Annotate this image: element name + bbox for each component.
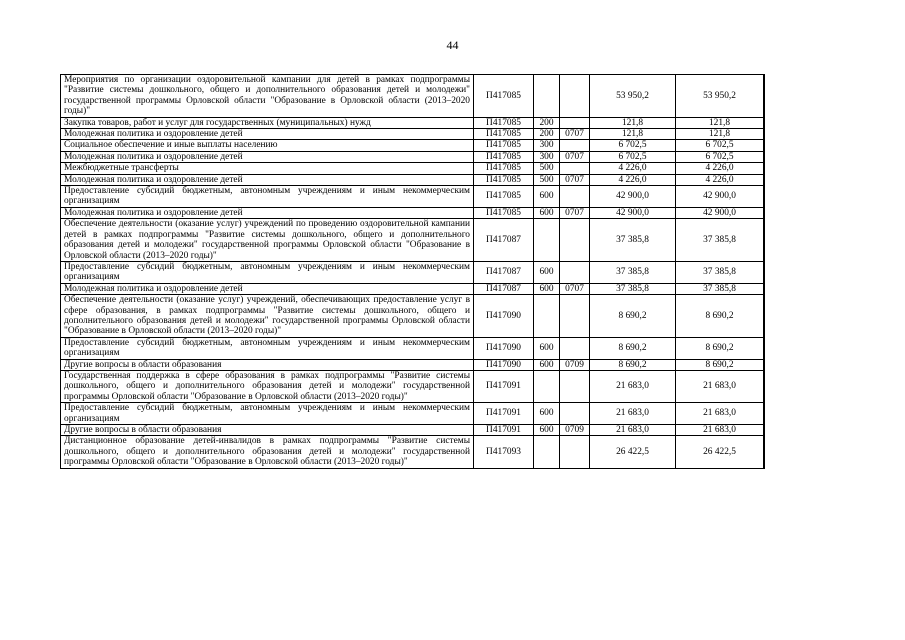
row-section-code <box>560 117 590 128</box>
row-section-code <box>560 295 590 338</box>
row-name: Молодежная политика и оздоровление детей <box>61 151 474 162</box>
row-empty-cell <box>764 151 765 162</box>
table-row <box>61 207 765 218</box>
row-target-code: П417090 <box>474 295 534 338</box>
row-amount-1: 8 690,2 <box>590 337 676 359</box>
row-target-code: П417085 <box>474 151 534 162</box>
row-target-code: П417085 <box>474 75 534 118</box>
row-amount-1: 37 385,8 <box>590 283 676 294</box>
row-section-code: 0707 <box>560 283 590 294</box>
row-section-code <box>560 261 590 283</box>
row-section-code <box>560 403 590 425</box>
row-empty-cell <box>764 359 765 370</box>
table-row <box>61 129 765 140</box>
row-empty-cell <box>764 163 765 174</box>
row-amount-2: 121,8 <box>676 129 764 140</box>
row-section-code <box>560 75 590 118</box>
row-target-code: П417091 <box>474 403 534 425</box>
row-name: Молодежная политика и оздоровление детей <box>61 283 474 294</box>
row-empty-cell <box>764 403 765 425</box>
row-expense-type: 300 <box>534 140 560 151</box>
row-amount-2: 42 900,0 <box>676 207 764 218</box>
row-name: Молодежная политика и оздоровление детей <box>61 174 474 185</box>
budget-table-body <box>61 75 765 469</box>
row-empty-cell <box>764 140 765 151</box>
row-target-code: П417087 <box>474 261 534 283</box>
row-empty-cell <box>764 75 765 118</box>
row-amount-1: 6 702,5 <box>590 151 676 162</box>
row-name: Предоставление субсидий бюджетным, автономным учреждениям и иным некоммерческим организациям <box>61 261 474 283</box>
row-expense-type: 600 <box>534 186 560 208</box>
row-amount-2: 8 690,2 <box>676 359 764 370</box>
table-row <box>61 283 765 294</box>
row-name: Другие вопросы в области образования <box>61 425 474 436</box>
row-empty-cell <box>764 129 765 140</box>
table-row <box>61 75 765 118</box>
row-section-code: 0707 <box>560 174 590 185</box>
row-empty-cell <box>764 219 765 262</box>
row-empty-cell <box>764 436 765 468</box>
row-amount-1: 42 900,0 <box>590 186 676 208</box>
table-row <box>61 261 765 283</box>
row-target-code: П417085 <box>474 117 534 128</box>
row-expense-type <box>534 436 560 468</box>
row-empty-cell <box>764 174 765 185</box>
row-expense-type: 300 <box>534 151 560 162</box>
table-row <box>61 403 765 425</box>
row-section-code <box>560 337 590 359</box>
table-row <box>61 163 765 174</box>
row-empty-cell <box>764 337 765 359</box>
row-name: Государственная поддержка в сфере образования в рамках подпрограммы "Развитие системы дошкольного, общего и дополнительного образования детей и молодежи" государственной программы Орловской области "Образование в Орловской области (2013–2020 годы)" <box>61 370 474 402</box>
row-target-code: П417090 <box>474 337 534 359</box>
table-row <box>61 370 765 402</box>
row-target-code: П417087 <box>474 283 534 294</box>
row-expense-type: 200 <box>534 117 560 128</box>
row-empty-cell <box>764 425 765 436</box>
row-amount-2: 21 683,0 <box>676 370 764 402</box>
row-name: Другие вопросы в области образования <box>61 359 474 370</box>
row-name: Предоставление субсидий бюджетным, автономным учреждениям и иным некоммерческим организациям <box>61 186 474 208</box>
row-amount-2: 42 900,0 <box>676 186 764 208</box>
row-section-code: 0707 <box>560 207 590 218</box>
row-expense-type: 600 <box>534 261 560 283</box>
row-amount-1: 37 385,8 <box>590 261 676 283</box>
row-empty-cell <box>764 186 765 208</box>
row-target-code: П417087 <box>474 219 534 262</box>
row-name: Социальное обеспечение и иные выплаты населению <box>61 140 474 151</box>
row-amount-2: 121,8 <box>676 117 764 128</box>
row-name: Обеспечение деятельности (оказание услуг) учреждений по проведению оздоровительной кампании детей в рамках подпрограммы "Развитие системы дошкольного, общего и дополнительного образования детей и молодежи" государственной программы Орловской области "Образование в Орловской области (2013–2020 годы)" <box>61 219 474 262</box>
row-amount-1: 21 683,0 <box>590 403 676 425</box>
row-amount-1: 121,8 <box>590 117 676 128</box>
table-row <box>61 295 765 338</box>
row-amount-2: 37 385,8 <box>676 219 764 262</box>
row-amount-1: 6 702,5 <box>590 140 676 151</box>
row-amount-1: 8 690,2 <box>590 359 676 370</box>
row-target-code: П417085 <box>474 163 534 174</box>
row-name: Обеспечение деятельности (оказание услуг) учреждений, обеспечивающих предоставление услуг в сфере образования, в рамках подпрограммы "Развитие системы дошкольного, общего и дополнительного образования детей и молодежи" государственной программы Орловской области "Образование в Орловской области (2013–2020 годы)" <box>61 295 474 338</box>
row-name: Закупка товаров, работ и услуг для государственных (муниципальных) нужд <box>61 117 474 128</box>
row-target-code: П417085 <box>474 140 534 151</box>
row-target-code: П417085 <box>474 186 534 208</box>
row-name: Молодежная политика и оздоровление детей <box>61 129 474 140</box>
row-amount-1: 121,8 <box>590 129 676 140</box>
row-amount-2: 26 422,5 <box>676 436 764 468</box>
row-amount-2: 37 385,8 <box>676 261 764 283</box>
row-empty-cell <box>764 295 765 338</box>
row-section-code <box>560 186 590 208</box>
row-section-code: 0709 <box>560 425 590 436</box>
row-name: Дистанционное образование детей-инвалидов в рамках подпрограммы "Развитие системы дошкольного, общего и дополнительного образования детей и молодежи" государственной программы Орловской области "Образование в Орловской области (2013–2020 годы)" <box>61 436 474 468</box>
row-expense-type: 600 <box>534 403 560 425</box>
row-expense-type: 600 <box>534 207 560 218</box>
page-number: 44 <box>446 38 459 52</box>
row-expense-type <box>534 75 560 118</box>
row-target-code: П417091 <box>474 425 534 436</box>
table-row <box>61 117 765 128</box>
table-row <box>61 219 765 262</box>
row-amount-1: 4 226,0 <box>590 174 676 185</box>
table-row <box>61 186 765 208</box>
table-row <box>61 359 765 370</box>
row-expense-type: 500 <box>534 163 560 174</box>
row-section-code: 0707 <box>560 151 590 162</box>
row-expense-type: 500 <box>534 174 560 185</box>
row-empty-cell <box>764 261 765 283</box>
row-amount-1: 21 683,0 <box>590 425 676 436</box>
row-amount-2: 4 226,0 <box>676 174 764 185</box>
row-expense-type: 600 <box>534 425 560 436</box>
row-amount-2: 6 702,5 <box>676 140 764 151</box>
row-expense-type <box>534 295 560 338</box>
row-amount-2: 4 226,0 <box>676 163 764 174</box>
row-name: Мероприятия по организации оздоровительной кампании для детей в рамках подпрограммы "Развитие системы дошкольного, общего и дополнительного образования детей и молодежи" государственной программы Орловской области "Образование в Орловской области (2013–2020 годы)" <box>61 75 474 118</box>
row-empty-cell <box>764 207 765 218</box>
row-target-code: П417093 <box>474 436 534 468</box>
row-expense-type: 200 <box>534 129 560 140</box>
row-amount-1: 21 683,0 <box>590 370 676 402</box>
row-amount-2: 37 385,8 <box>676 283 764 294</box>
row-amount-2: 8 690,2 <box>676 337 764 359</box>
row-target-code: П417090 <box>474 359 534 370</box>
budget-table <box>60 74 765 469</box>
row-empty-cell <box>764 117 765 128</box>
row-amount-2: 21 683,0 <box>676 403 764 425</box>
row-name: Предоставление субсидий бюджетным, автономным учреждениям и иным некоммерческим организациям <box>61 337 474 359</box>
row-empty-cell <box>764 370 765 402</box>
row-amount-2: 8 690,2 <box>676 295 764 338</box>
table-row <box>61 151 765 162</box>
row-name: Предоставление субсидий бюджетным, автономным учреждениям и иным некоммерческим организациям <box>61 403 474 425</box>
row-amount-2: 53 950,2 <box>676 75 764 118</box>
row-section-code <box>560 436 590 468</box>
row-amount-1: 26 422,5 <box>590 436 676 468</box>
row-amount-1: 37 385,8 <box>590 219 676 262</box>
row-expense-type <box>534 370 560 402</box>
row-section-code: 0707 <box>560 129 590 140</box>
row-expense-type: 600 <box>534 337 560 359</box>
row-section-code: 0709 <box>560 359 590 370</box>
row-section-code <box>560 219 590 262</box>
table-row <box>61 436 765 468</box>
row-target-code: П417085 <box>474 129 534 140</box>
row-section-code <box>560 370 590 402</box>
row-expense-type: 600 <box>534 359 560 370</box>
row-empty-cell <box>764 283 765 294</box>
row-amount-1: 8 690,2 <box>590 295 676 338</box>
table-row <box>61 425 765 436</box>
row-expense-type: 600 <box>534 283 560 294</box>
row-amount-1: 4 226,0 <box>590 163 676 174</box>
row-name: Молодежная политика и оздоровление детей <box>61 207 474 218</box>
row-amount-2: 6 702,5 <box>676 151 764 162</box>
row-amount-1: 42 900,0 <box>590 207 676 218</box>
row-section-code <box>560 163 590 174</box>
row-target-code: П417085 <box>474 174 534 185</box>
table-row <box>61 174 765 185</box>
row-target-code: П417091 <box>474 370 534 402</box>
row-amount-2: 21 683,0 <box>676 425 764 436</box>
row-target-code: П417085 <box>474 207 534 218</box>
table-row <box>61 140 765 151</box>
table-row <box>61 337 765 359</box>
row-expense-type <box>534 219 560 262</box>
row-section-code <box>560 140 590 151</box>
row-amount-1: 53 950,2 <box>590 75 676 118</box>
row-name: Межбюджетные трансферты <box>61 163 474 174</box>
